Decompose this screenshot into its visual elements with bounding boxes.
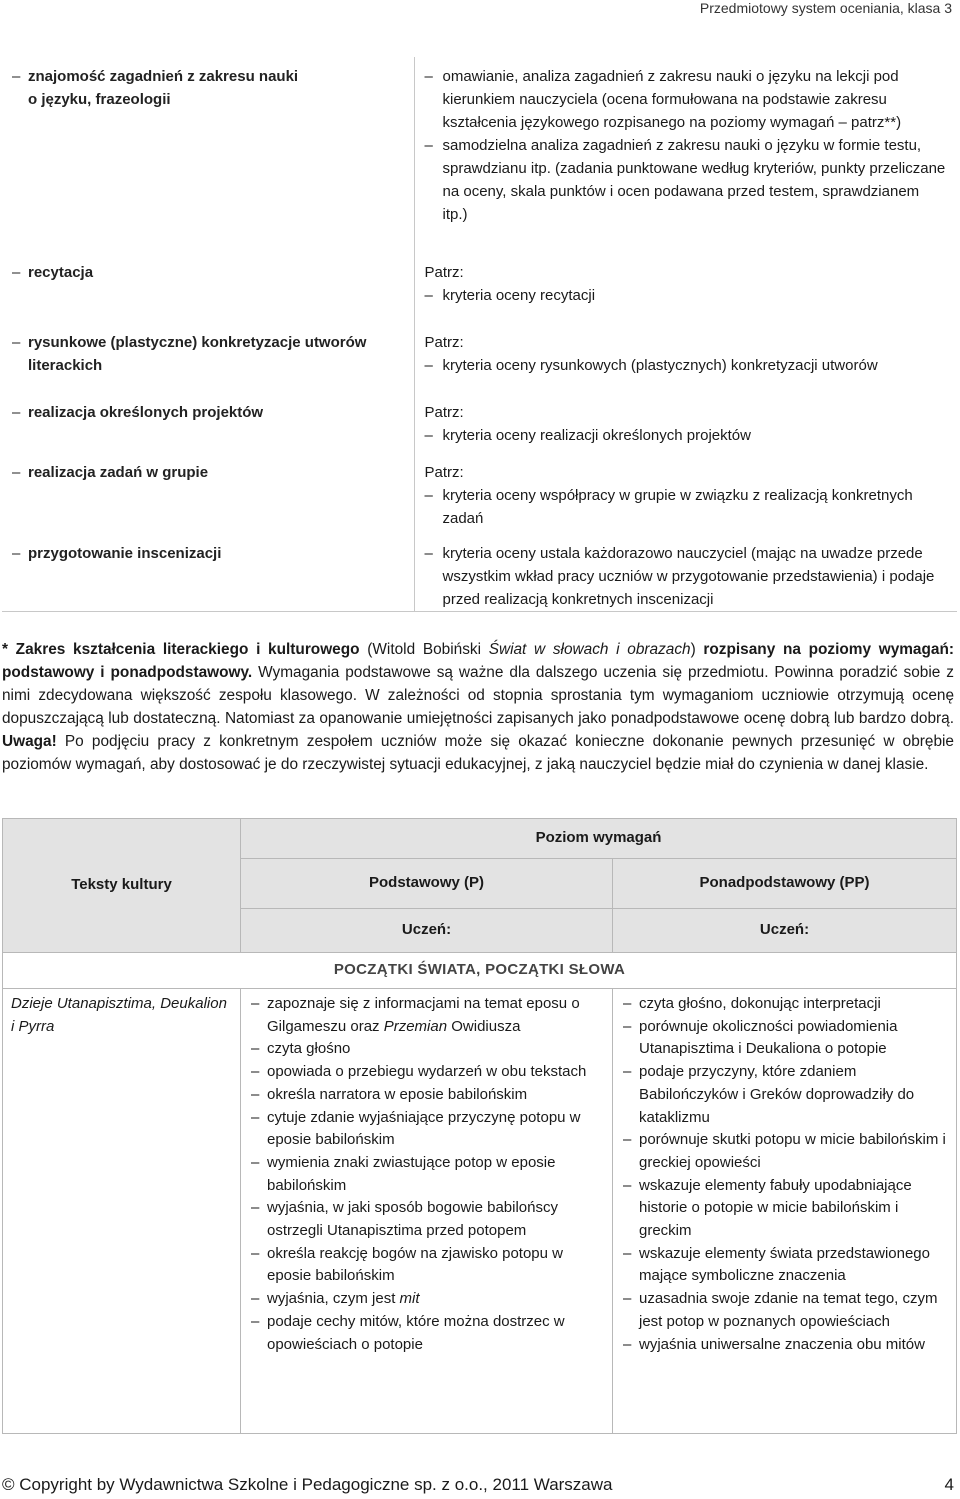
note-bold-levels: rozpisany na poziomy wymagań: podstawowy i ponadpodstawowy. [2, 641, 954, 681]
note-bold-start: * Zakres kształcenia literackiego i kulturowego [2, 641, 360, 658]
advanced-requirements [613, 989, 957, 1434]
copyright-text: © Copyright by Wydawnictwa Szkolne i Pedagogiczne sp. z o.o., 2011 Warszawa [2, 1475, 613, 1494]
criterion-description [414, 321, 957, 391]
criterion-label: – przygotowanie inscenizacji [12, 542, 406, 565]
list-item: – podaje przyczyny, które zdaniem Babilończyków i Greków doprowadziły do kataklizmu [623, 1061, 946, 1129]
list-item [251, 1311, 602, 1356]
section-title: POCZĄTKI ŚWIATA, POCZĄTKI SŁOWA [3, 953, 957, 989]
criterion-group-work [2, 451, 414, 534]
note-warning: Uwaga! [2, 733, 57, 750]
list-item [251, 1243, 602, 1288]
student-basic-header: Uczeń: [241, 909, 613, 953]
criterion-description [414, 261, 957, 321]
criterion-label: literackich [28, 357, 103, 374]
list-item [251, 1197, 602, 1242]
item-text: Owidiusza [447, 1017, 521, 1035]
item-text: zapoznaje się z informacjami na temat eposu o Gilgameszu oraz [267, 995, 580, 1035]
list-item: – wskazuje elementy świata przedstawionego mające symboliczne znaczenia [623, 1243, 946, 1288]
list-item: – kryteria oceny realizacji określonych projektów [425, 424, 948, 447]
col-header-advanced: Ponadpodstawowy (PP) [613, 859, 957, 909]
patrz-label: Patrz: [424, 334, 464, 351]
note-text: Po podjęciu pracy z konkretnym zespołem uczniów może się okazać konieczne dokonanie pewnych przesunięć w obrębie poziomów wymagań, aby dostosować je do rzeczywistej sytuacji edukacyjnej, z jaką nauczyciel będzie miał do czynienia w danej klasie. [2, 733, 954, 773]
patrz-label: Patrz: [424, 264, 464, 281]
criterion-label: rysunkowe (plastyczne) konkretyzacje utworów [28, 334, 367, 351]
criterion-projects [2, 391, 414, 451]
list-item: – wyjaśnia uniwersalne znaczenia obu mitów [623, 1334, 946, 1357]
note-author: (Witold Bobiński [359, 641, 489, 658]
list-item: – uzasadnia swoje zdanie na temat tego, czym jest potop w poznanych opowieściach [623, 1288, 946, 1333]
list-item [251, 993, 602, 1038]
criterion-description [414, 57, 957, 261]
item-text: podaje cechy mitów, które można dostrzec w opowieściach o potopie [267, 1312, 565, 1353]
page-footer [2, 1474, 954, 1496]
criterion-label: – realizacja zadań w grupie [12, 461, 406, 484]
criterion-label: znajomość zagadnień z zakresu nauki [28, 68, 299, 85]
italic-term: mit [399, 1290, 420, 1308]
list-item: – kryteria oceny recytacji [425, 284, 948, 307]
list-item [251, 1061, 602, 1084]
running-header: Przedmiotowy system oceniania, klasa 3 [699, 0, 952, 16]
list-item: – omawianie, analiza zagadnień z zakresu nauki o języku na lekcji pod kierunkiem nauczyciela (ocena formułowana na podstawie zakresu kształcenia językowego rozpisanego na poziomy wymagań – patrz**) [425, 65, 948, 134]
patrz-label: Patrz: [424, 464, 464, 481]
list-item: – porównuje skutki potopu w micie babilońskim i greckiej opowieści [623, 1129, 946, 1174]
criterion-label: o języku, frazeologii [28, 91, 171, 108]
list-item: – samodzielna analiza zagadnień z zakresu nauki o języku w formie testu, sprawdzianu itp. (zadania punktowane według kryteriów, punkty przeliczane na oceny, skala punktów i ocen podawana przed testem, sprawdzianem itp.) [425, 134, 948, 226]
list-item: – kryteria oceny rysunkowych (plastycznych) konkretyzacji utworów [425, 354, 948, 377]
list-item [251, 1152, 602, 1197]
list-item: – czyta głośno, dokonując interpretacji [623, 993, 946, 1016]
scope-note [2, 638, 954, 776]
level-header: Poziom wymagań [241, 819, 957, 859]
item-text: wymienia znaki zwiastujące potop w eposie babilońskim [267, 1153, 556, 1194]
criterion-language [2, 57, 414, 261]
list-item: – kryteria oceny współpracy w grupie w związku z realizacją konkretnych zadań [425, 484, 948, 530]
patrz-label: Patrz: [424, 404, 464, 421]
list-item: – wskazuje elementy fabuły upodabniające historie o potopie w micie babilońskim i greckim [623, 1175, 946, 1243]
criterion-description [414, 391, 957, 451]
list-item: – porównuje okoliczności powiadomienia Utanapisztima i Deukaliona o potopie [623, 1016, 946, 1061]
page-number: 4 [944, 1475, 954, 1494]
criterion-staging [2, 534, 414, 612]
culture-texts [3, 989, 241, 1434]
note-book-title: Świat w słowach i obrazach [488, 641, 691, 658]
col-header-texts: Teksty kultury [3, 819, 241, 953]
note-text: Wymagania podstawowe są ważne dla dalszego uczenia się przedmiotu. Powinna poradzić sobie z nimi zdecydowana większość zespołu klasowego. W zależności od stopnia sprostania tym wymaganiom uczniowie otrzymują ocenę dopuszczającą lub dostateczną. Natomiast za opanowanie umiejętności zapisanych jako ponadpodstawowe ocenę dobrą lub bardzo dobrą. [2, 664, 954, 727]
list-item [251, 1288, 602, 1311]
criterion-description [414, 451, 957, 534]
criterion-description [414, 534, 957, 612]
list-item [251, 1038, 602, 1061]
criterion-label: – recytacja [12, 261, 406, 284]
student-advanced-header: Uczeń: [613, 909, 957, 953]
item-text: czyta głośno [267, 1040, 351, 1058]
item-text: wyjaśnia, czym jest [267, 1290, 400, 1308]
criterion-drawings [2, 321, 414, 391]
list-item [251, 1084, 602, 1107]
list-item: – kryteria oceny ustala każdorazowo nauczyciel (mając na uwadze przede wszystkim wkład pracy uczniów w przygotowanie przedstawienia) i podaje przed realizacją konkretnych inscenizacji [425, 542, 948, 611]
item-text: określa reakcję bogów na zjawisko potopu w eposie babilońskim [267, 1244, 563, 1285]
criterion-label: – realizacja określonych projektów [12, 401, 406, 424]
criteria-table [2, 57, 957, 612]
note-author-close: ) [690, 641, 704, 658]
item-text: cytuje zdanie wyjaśniające przyczynę potopu w eposie babilońskim [267, 1108, 581, 1149]
requirements-table [2, 818, 957, 1434]
criterion-recitation [2, 261, 414, 321]
item-text: wyjaśnia, w jaki sposób bogowie babilońscy ostrzegli Utanapisztima przed potopem [267, 1199, 558, 1240]
basic-requirements [241, 989, 613, 1434]
list-item [251, 1107, 602, 1152]
italic-term: Przemian [383, 1017, 448, 1035]
item-text: opowiada o przebiegu wydarzeń w obu tekstach [267, 1063, 587, 1081]
item-text: określa narratora w eposie babilońskim [267, 1085, 528, 1103]
texts-title: Dzieje Utanapisztima, Deukalion i Pyrra [11, 995, 227, 1035]
col-header-basic: Podstawowy (P) [241, 859, 613, 909]
